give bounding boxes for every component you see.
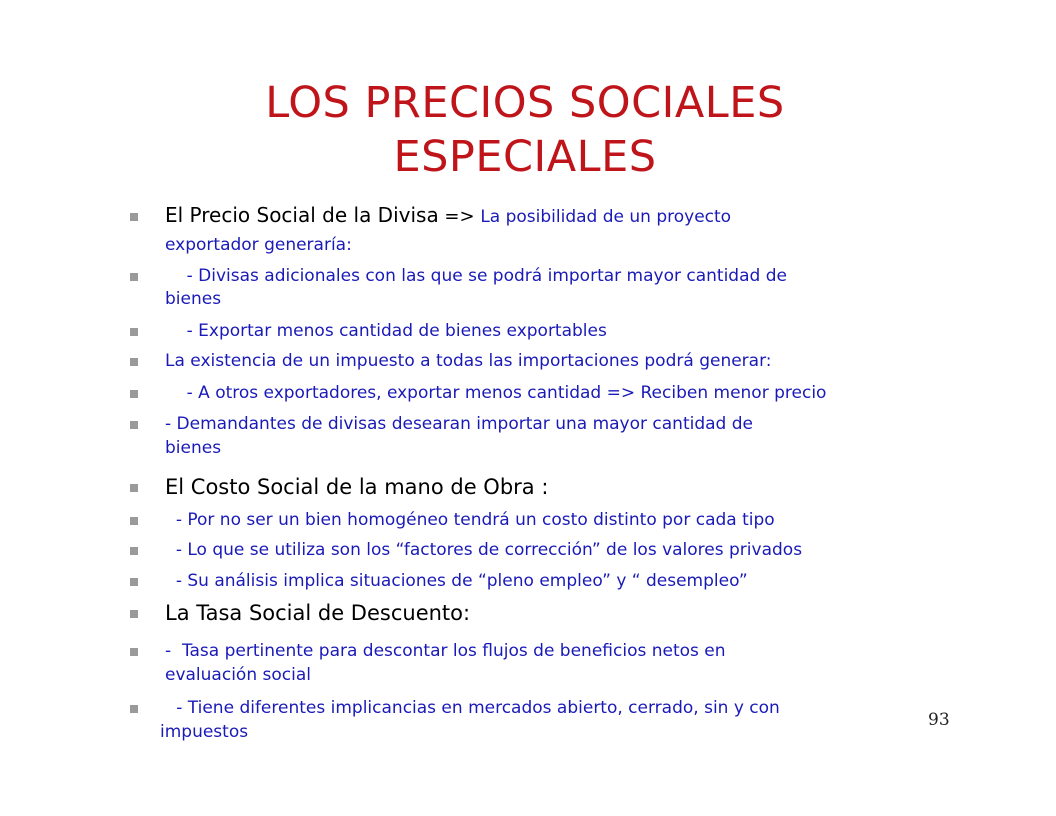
bullet-text: - A otros exportadores, exportar menos cantidad => Reciben menor precio (165, 383, 827, 403)
bullet-continuation: bienes (165, 289, 222, 309)
slide-title-line-2: ESPECIALES (393, 132, 657, 182)
bullet-continuation: bienes (165, 438, 222, 458)
bullet-continuation: evaluación social (165, 665, 311, 685)
bullet-marker-icon (130, 517, 138, 525)
bullet-marker-icon (130, 648, 138, 656)
bullet-text: - Por no ser un bien homogéneo tendrá un costo distinto por cada tipo (165, 510, 775, 530)
bullet-marker-icon (130, 390, 138, 398)
bullet-marker-icon (130, 578, 138, 586)
bullet-marker-icon (130, 273, 138, 281)
bullet-marker-icon (130, 358, 138, 366)
bullet-lead: El Precio Social de la Divisa (165, 203, 439, 227)
bullet-text: - Tasa pertinente para descontar los flujos de beneficios netos en (165, 641, 726, 661)
bullet-continuation: exportador generaría: (165, 235, 352, 255)
bullet-text: - Tiene diferentes implicancias en mercados abierto, cerrado, sin y con (160, 698, 780, 718)
bullet-marker-icon (130, 421, 138, 429)
slide-title-line-1: LOS PRECIOS SOCIALES (265, 78, 785, 128)
bullet-marker-icon (130, 213, 138, 221)
bullet-text: - Lo que se utiliza son los “factores de corrección” de los valores privados (165, 540, 803, 560)
page-number: 93 (928, 710, 950, 730)
bullet-continuation: impuestos (160, 722, 249, 742)
bullet-arrow: => (438, 206, 481, 227)
bullet-text: - Su análisis implica situaciones de “pleno empleo” y “ desempleo” (165, 571, 748, 591)
bullet-text (165, 203, 925, 229)
bullet-marker-icon (130, 610, 138, 618)
bullet-marker-icon (130, 705, 138, 713)
bullet-marker-icon (130, 328, 138, 336)
bullet-text: - Demandantes de divisas desearan importar una mayor cantidad de (165, 414, 753, 434)
bullet-text: - Divisas adicionales con las que se podrá importar mayor cantidad de (165, 266, 787, 286)
bullet-marker-icon (130, 484, 138, 492)
bullet-heading: La Tasa Social de Descuento: (165, 601, 471, 625)
bullet-text: La existencia de un impuesto a todas las importaciones podrá generar: (165, 351, 772, 371)
bullet-marker-icon (130, 547, 138, 555)
bullet-heading: El Costo Social de la mano de Obra : (165, 475, 549, 499)
bullet-body: La posibilidad de un proyecto (480, 207, 732, 227)
bullet-text: - Exportar menos cantidad de bienes exportables (165, 321, 607, 341)
